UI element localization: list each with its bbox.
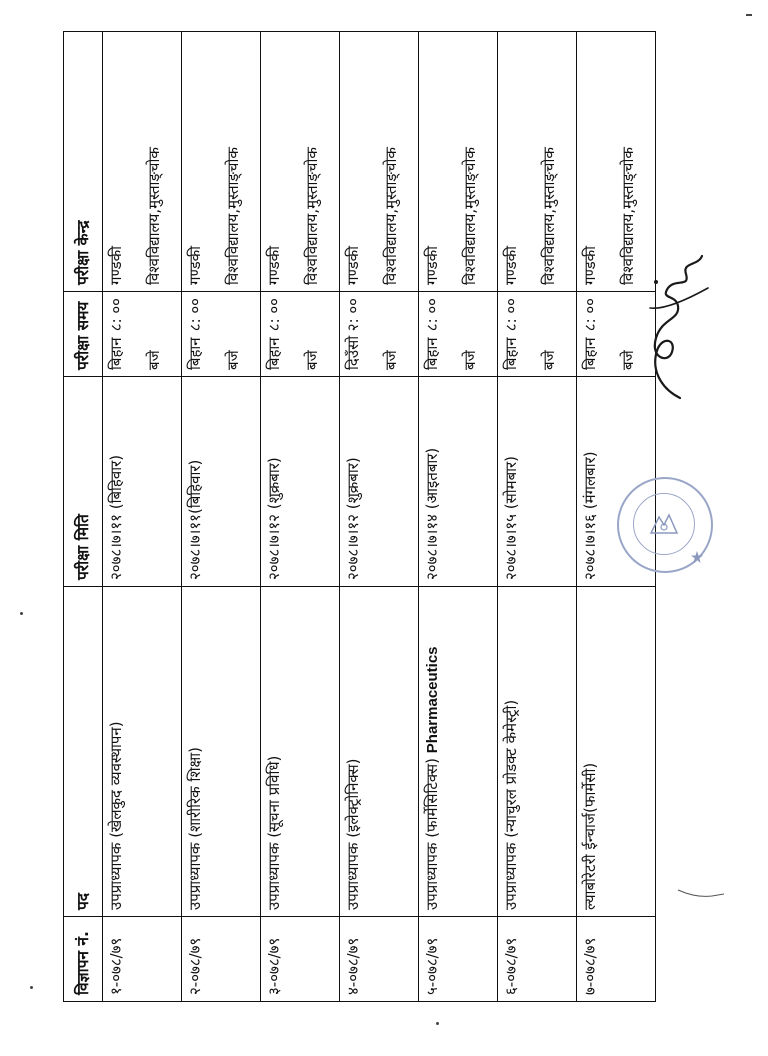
scan-mark: [676, 884, 726, 904]
cell-date: २०७८।७।१५ (सोमबार): [498, 377, 577, 587]
cell-date: २०७८।७।१२ (शुक्रबार): [340, 377, 419, 587]
time-part: बिहान: [502, 337, 520, 370]
time-value: ८: ००: [107, 298, 125, 332]
post-text: ल्याबोरेटरी ईन्चार्ज(फार्मेसी): [581, 762, 599, 910]
exam-schedule-table: [63, 31, 656, 1002]
cell-post: [103, 587, 182, 917]
cell-post: [419, 587, 498, 917]
cell-post: [182, 587, 261, 917]
cell-date: २०७८।७।१४ (आइतबार): [419, 377, 498, 587]
seal-emblem-icon: [647, 507, 681, 541]
time-unit: बजे: [303, 350, 321, 370]
post-text: उपप्राध्यापक (इलेक्ट्रोनिक्स): [344, 758, 362, 910]
cell-ad-no: १-०७८/७९: [103, 917, 182, 1002]
signature: [620, 248, 725, 408]
post-text: उपप्राध्यापक (न्याचुरल प्रोडक्ट केमेस्ट्री): [502, 699, 520, 910]
scan-speck: [30, 986, 33, 989]
center-line-1: गण्डकी: [107, 245, 125, 285]
time-unit: बजे: [224, 350, 242, 370]
table-row: [498, 32, 577, 1002]
cell-center: [182, 32, 261, 292]
center-line-1: गण्डकी: [186, 245, 204, 285]
table-row: [182, 32, 261, 1002]
cell-post: [340, 587, 419, 917]
table-header-row: [64, 32, 103, 1002]
time-unit: बजे: [540, 350, 558, 370]
cell-ad-no: ७-०७८/७९: [577, 917, 656, 1002]
center-line-2: विश्वविद्यालय,मुस्ताङ्चोक: [461, 147, 479, 285]
cell-post: [498, 587, 577, 917]
post-text: उपप्राध्यापक (खेलकुद व्यवस्थापन): [107, 721, 125, 910]
header-exam-center: परीक्षा केन्द्र: [64, 32, 103, 292]
time-part: बिहान: [581, 337, 599, 370]
cell-date: २०७८।७।११ (बिहिवार): [103, 377, 182, 587]
scan-speck: [436, 1022, 439, 1025]
center-line-2: विश्वविद्यालय,मुस्ताङ्चोक: [382, 147, 400, 285]
center-line-1: गण्डकी: [581, 245, 599, 285]
time-unit: बजे: [145, 350, 163, 370]
post-text: उपप्राध्यापक (फार्मेसिटिक्स): [423, 757, 441, 910]
time-part: बिहान: [423, 337, 441, 370]
table-row: [340, 32, 419, 1002]
header-post: पद: [64, 587, 103, 917]
cell-post: [577, 587, 656, 917]
post-text: उपप्राध्यापक (शारीरिक शिक्षा): [186, 746, 204, 910]
header-exam-date: परीक्षा मिति: [64, 377, 103, 587]
center-line-1: गण्डकी: [344, 245, 362, 285]
seal-star-icon: [691, 551, 703, 563]
center-line-1: गण्डकी: [502, 245, 520, 285]
time-value: ८: ००: [502, 298, 520, 332]
cell-center: [419, 32, 498, 292]
table-row: [419, 32, 498, 1002]
time-value: ८: ००: [423, 298, 441, 332]
time-part: दिउँसो: [344, 335, 362, 370]
cell-center: [103, 32, 182, 292]
center-line-1: गण्डकी: [265, 245, 283, 285]
time-unit: बजे: [461, 350, 479, 370]
header-exam-time: परीक्षा समय: [64, 292, 103, 377]
cell-time: [103, 292, 182, 377]
cell-time: [340, 292, 419, 377]
post-text: उपप्राध्यापक (सूचना प्रविधि): [265, 755, 283, 910]
table-row: [261, 32, 340, 1002]
time-part: बिहान: [107, 337, 125, 370]
center-line-2: विश्वविद्यालय,मुस्ताङ्चोक: [303, 147, 321, 285]
center-line-2: विश्वविद्यालय,मुस्ताङ्चोक: [619, 147, 637, 285]
university-seal-stamp: [617, 477, 713, 573]
header-ad-no: विज्ञापन नं.: [64, 917, 103, 1002]
time-part: बिहान: [265, 337, 283, 370]
cell-date: २०७८।७।१६ (मंगलबार): [577, 377, 656, 587]
center-line-2: विश्वविद्यालय,मुस्ताङ्चोक: [224, 147, 242, 285]
cell-ad-no: ६-०७८/७९: [498, 917, 577, 1002]
cell-time: [419, 292, 498, 377]
time-unit: बजे: [382, 350, 400, 370]
table-row: [103, 32, 182, 1002]
cell-ad-no: ४-०७८/७९: [340, 917, 419, 1002]
cell-ad-no: ३-०७८/७९: [261, 917, 340, 1002]
cell-time: [261, 292, 340, 377]
cell-center: [261, 32, 340, 292]
time-value: २: ००: [344, 298, 362, 332]
exam-schedule-sheet: [63, 32, 643, 1002]
cell-post: [261, 587, 340, 917]
scan-speck: [20, 612, 23, 615]
cell-time: [182, 292, 261, 377]
time-part: बिहान: [186, 337, 204, 370]
cell-ad-no: ५-०७८/७९: [419, 917, 498, 1002]
time-value: ८: ००: [265, 298, 283, 332]
cell-center: [340, 32, 419, 292]
post-extra: Pharmaceutics: [424, 646, 441, 754]
cell-date: २०७८।७।११(बिहिवार): [182, 377, 261, 587]
time-unit: बजे: [619, 350, 637, 370]
time-value: ८: ००: [186, 298, 204, 332]
time-value: ८: ००: [581, 298, 599, 332]
center-line-1: गण्डकी: [423, 245, 441, 285]
cell-date: २०७८।७।१२ (शुक्रबार): [261, 377, 340, 587]
center-line-2: विश्वविद्यालय,मुस्ताङ्चोक: [540, 147, 558, 285]
scan-speck: [746, 14, 752, 16]
center-line-2: विश्वविद्यालय,मुस्ताङ्चोक: [145, 147, 163, 285]
cell-time: [498, 292, 577, 377]
cell-ad-no: २-०७८/७९: [182, 917, 261, 1002]
cell-center: [498, 32, 577, 292]
